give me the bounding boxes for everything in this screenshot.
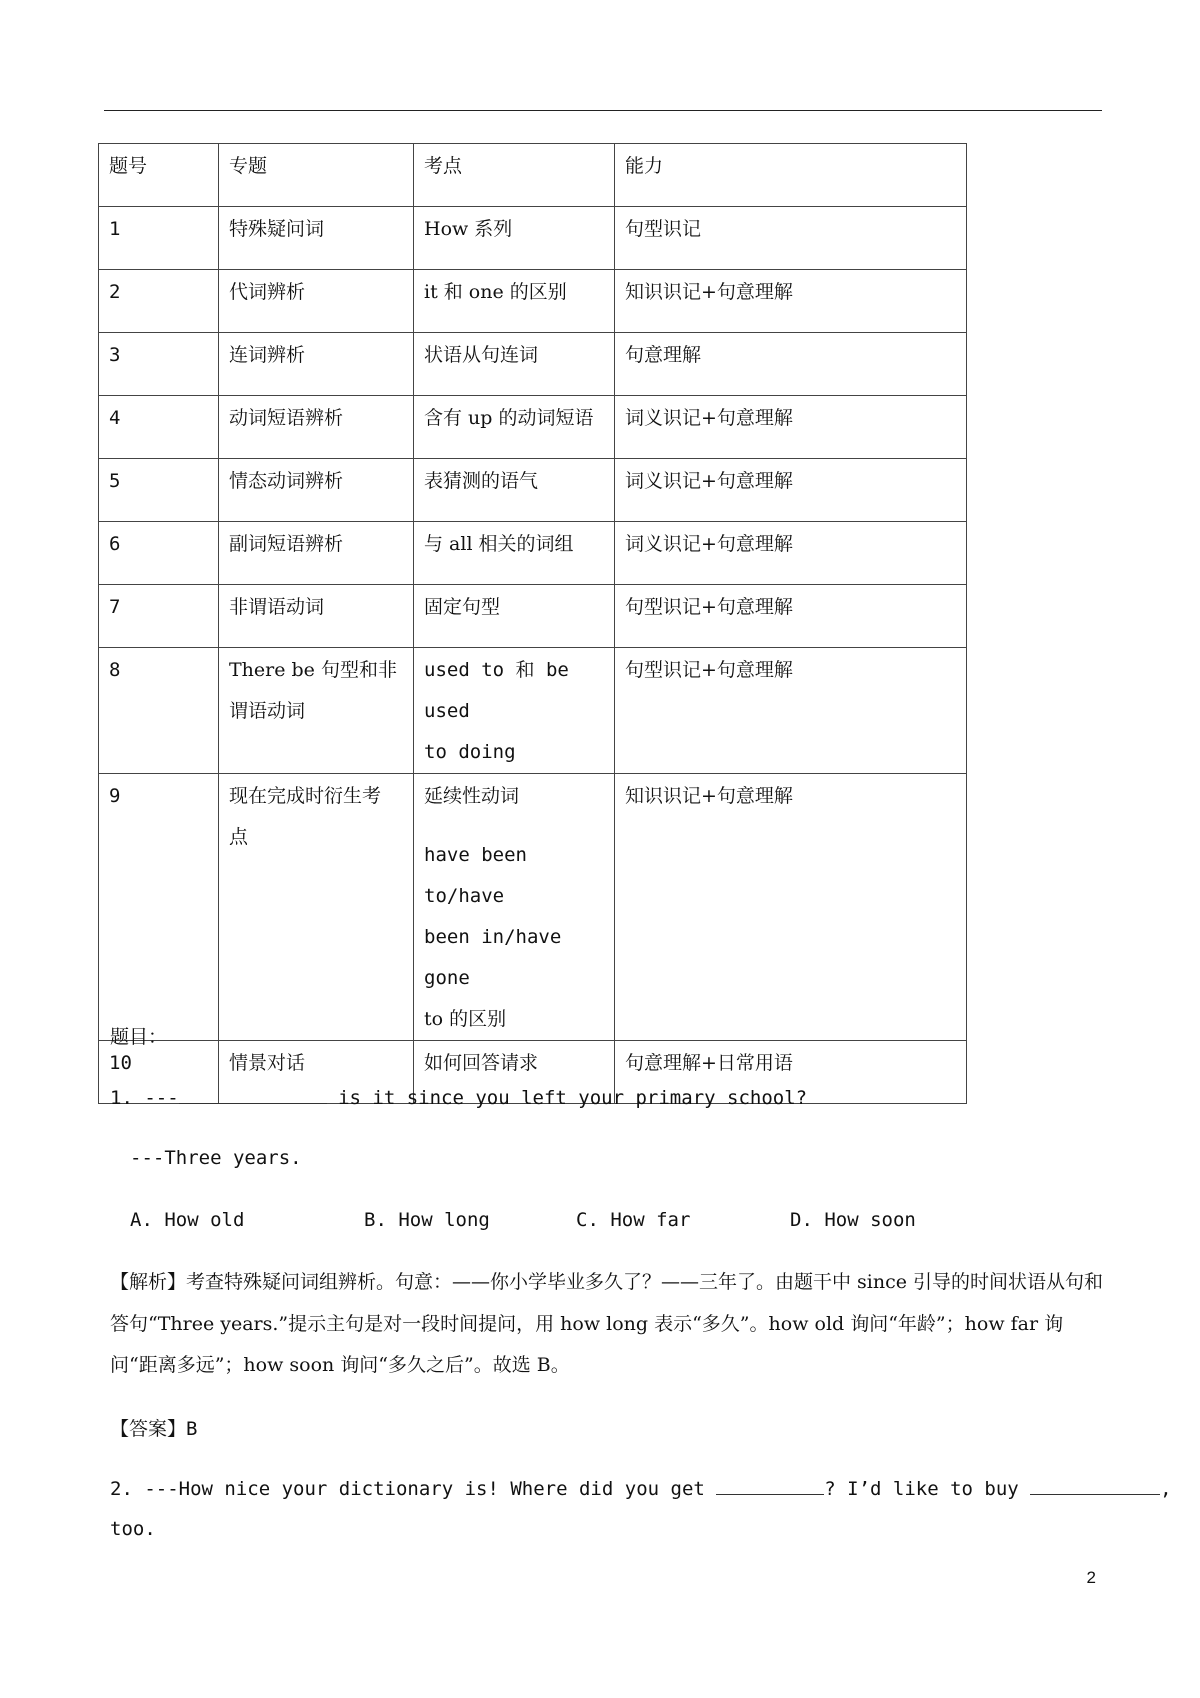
row-point	[414, 774, 615, 1041]
header-cell-number: 题号	[99, 144, 219, 207]
row-point-line: to doing	[424, 741, 516, 763]
row-point-line: have been to/have	[424, 844, 527, 907]
row-ability: 知识识记+句意理解	[615, 270, 967, 333]
row-topic: 代词辨析	[219, 270, 414, 333]
row-topic	[219, 774, 414, 1041]
option-d[interactable]: D. How soon	[790, 1209, 916, 1231]
question-1-prefix: 1. ---	[110, 1087, 179, 1109]
page-number: 2	[1086, 1568, 1096, 1587]
row-topic: 非谓语动词	[219, 585, 414, 648]
row-point: 固定句型	[414, 585, 615, 648]
row-point	[414, 648, 615, 774]
row-point: 与 all 相关的词组	[414, 522, 615, 585]
table-row	[99, 333, 967, 396]
table-row	[99, 585, 967, 648]
row-point: 如何回答请求	[414, 1041, 615, 1104]
header-rule	[104, 110, 1102, 111]
row-number: 3	[99, 333, 219, 396]
answer-blank[interactable]	[716, 1476, 824, 1495]
row-topic	[219, 648, 414, 774]
row-topic-line: There be 句型和非	[229, 659, 397, 681]
answer-tag: 【答案】	[110, 1418, 187, 1440]
row-topic-line: 现在完成时衍生考	[229, 785, 382, 807]
table-row	[99, 774, 967, 1041]
row-ability: 知识识记+句意理解	[615, 774, 967, 1041]
row-point-line: to 的区别	[424, 1008, 507, 1030]
row-number: 9	[99, 774, 219, 1041]
table-row	[99, 522, 967, 585]
question-2-suffix: ,	[1160, 1478, 1172, 1500]
row-number: 8	[99, 648, 219, 774]
row-number: 5	[99, 459, 219, 522]
question-1-stem	[110, 1085, 807, 1109]
row-number: 2	[99, 270, 219, 333]
row-ability: 句意理解	[615, 333, 967, 396]
row-ability: 句型识记	[615, 207, 967, 270]
section-label: 题目：	[110, 1026, 168, 1048]
table-header-row	[99, 144, 967, 207]
row-topic: 情景对话	[219, 1041, 414, 1104]
question-2-middle: ? I’d like to buy	[824, 1478, 1031, 1500]
option-b[interactable]: B. How long	[364, 1209, 490, 1231]
table-row	[99, 648, 967, 774]
row-ability: 词义识记+句意理解	[615, 459, 967, 522]
row-point-line: been in/have gone	[424, 926, 562, 989]
table-row	[99, 396, 967, 459]
question-1-rest: is it since you left your primary school?	[326, 1087, 808, 1109]
analysis-paragraph	[110, 1262, 1104, 1387]
row-ability: 词义识记+句意理解	[615, 396, 967, 459]
row-ability: 句意理解+日常用语	[615, 1041, 967, 1104]
row-topic: 动词短语辨析	[219, 396, 414, 459]
row-topic-line: 谓语动词	[229, 700, 306, 722]
header-cell-point: 考点	[414, 144, 615, 207]
header-cell-ability: 能力	[615, 144, 967, 207]
row-topic: 副词短语辨析	[219, 522, 414, 585]
row-point: it 和 one 的区别	[414, 270, 615, 333]
table-row	[99, 270, 967, 333]
answer-value: B	[186, 1418, 198, 1440]
answer-blank[interactable]	[1030, 1476, 1160, 1495]
answer-blank[interactable]	[179, 1085, 327, 1104]
row-topic: 特殊疑问词	[219, 207, 414, 270]
row-number: 1	[99, 207, 219, 270]
analysis-tag: 【解析】	[110, 1271, 187, 1293]
option-c[interactable]: C. How far	[576, 1209, 691, 1231]
answer-line	[110, 1414, 197, 1441]
line-gap	[424, 817, 604, 835]
row-ability: 句型识记+句意理解	[615, 648, 967, 774]
row-point-line: used to 和 be used	[424, 659, 569, 722]
header-cell-topic: 专题	[219, 144, 414, 207]
row-topic-line: 点	[229, 826, 249, 848]
question-2-prefix: 2. ---How nice your dictionary is! Where did you get	[110, 1478, 717, 1500]
question-2-continuation: too.	[110, 1518, 156, 1540]
row-point: 表猜测的语气	[414, 459, 615, 522]
row-topic: 情态动词辨析	[219, 459, 414, 522]
row-point: 状语从句连词	[414, 333, 615, 396]
row-number: 6	[99, 522, 219, 585]
exam-topic-table	[98, 143, 967, 1104]
table-row	[99, 207, 967, 270]
question-2-stem	[110, 1476, 1172, 1500]
analysis-text: 考查特殊疑问词组辨析。句意：——你小学毕业多久了？——三年了。由题干中 since 引导的时间状语从句和答句“Three years.”提示主句是对一段时间提问，用 how long 表示“多久”。how old 询问“年龄”；how far 询问“距离多远”；how soon 询问“多久之后”。故选 B。	[110, 1271, 1104, 1376]
option-a[interactable]: A. How old	[130, 1209, 245, 1231]
row-ability: 句型识记+句意理解	[615, 585, 967, 648]
question-1-reply: ---Three years.	[130, 1147, 302, 1169]
table-row	[99, 459, 967, 522]
row-point: 含有 up 的动词短语	[414, 396, 615, 459]
row-number: 10	[99, 1041, 219, 1104]
row-topic: 连词辨析	[219, 333, 414, 396]
row-number: 7	[99, 585, 219, 648]
row-point-line: 延续性动词	[424, 785, 520, 807]
row-number: 4	[99, 396, 219, 459]
row-point: How 系列	[414, 207, 615, 270]
row-ability: 词义识记+句意理解	[615, 522, 967, 585]
